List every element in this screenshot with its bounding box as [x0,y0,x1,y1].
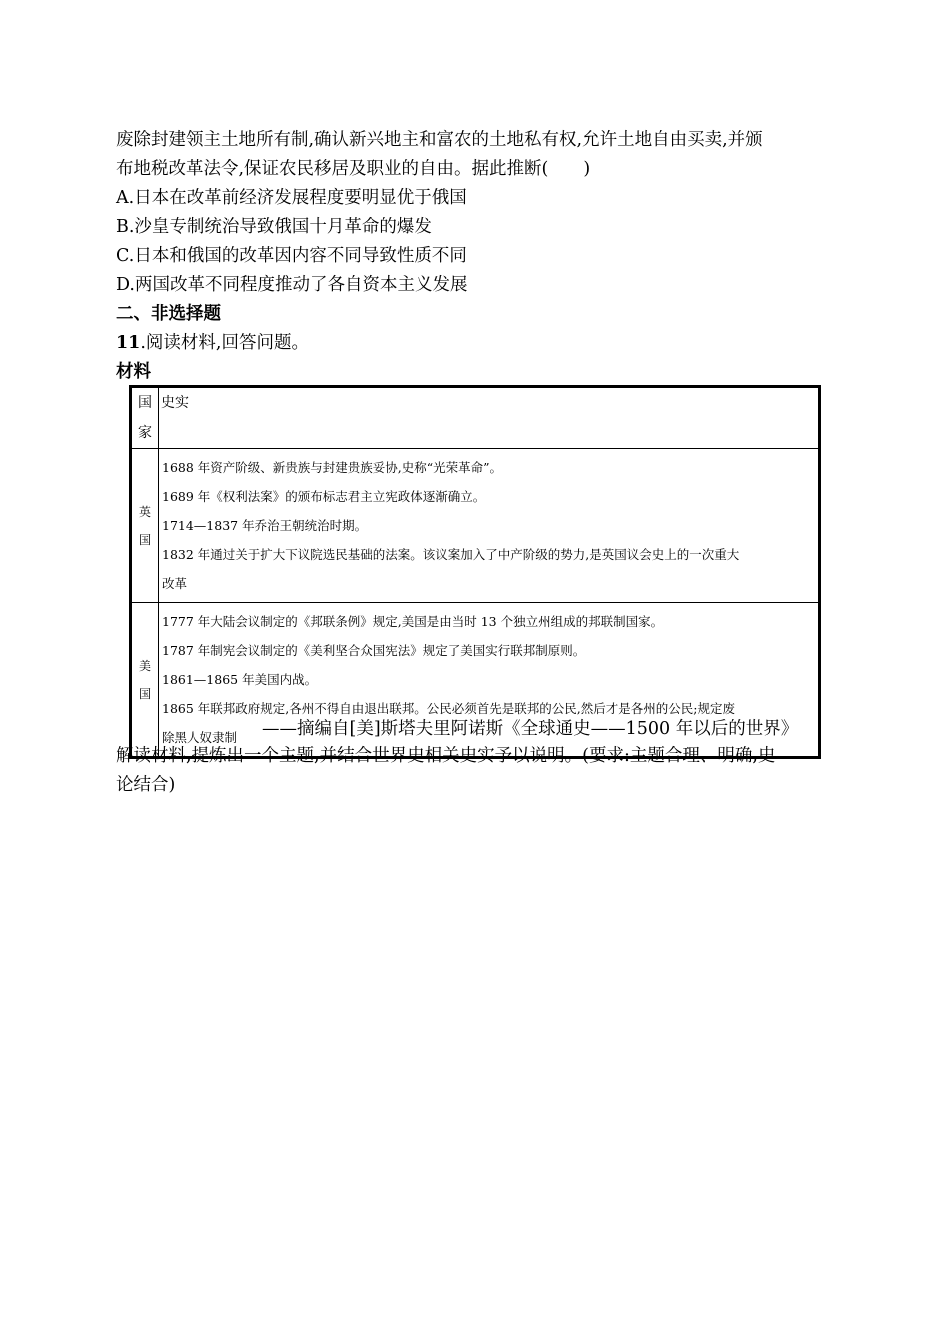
fact-line: 改革 [162,576,188,591]
country-char: 国 [138,532,151,547]
task-instructions [116,742,836,800]
country-char: 美 [138,658,151,673]
option-c: C.日本和俄国的改革因内容不同导致性质不同 [116,246,467,266]
fact-line: 1777 年大陆会议制定的《邦联条例》规定,美国是由当时 13 个独立州组成的邦联制国家。 [162,614,664,629]
task-line: 论结合) [116,775,176,795]
table-header-row [131,387,820,449]
question-text: .阅读材料,回答问题。 [140,333,309,353]
table-row [131,449,820,603]
country-cell [131,603,159,758]
question-number: 11 [116,333,141,353]
country-char: 英 [138,504,151,519]
header-facts: 史实 [159,387,820,449]
question-block [116,126,836,387]
intro-line: 布地税改革法令,保证农民移居及职业的自由。据此推断( ) [116,159,591,179]
facts-cell [159,449,820,603]
fact-line: 1689 年《权利法案》的颁布标志君主立宪政体逐渐确立。 [162,489,486,504]
material-table [129,385,821,759]
fact-line: 1714—1837 年乔治王朝统治时期。 [162,518,368,533]
header-country: 国家 [131,387,159,449]
option-a: A.日本在改革前经济发展程度要明显优于俄国 [116,188,467,208]
fact-line: 除黑人奴隶制 [162,730,238,745]
country-char: 国 [138,686,151,701]
fact-line: 1865 年联邦政府规定,各州不得自由退出联邦。公民必须首先是联邦的公民,然后才是各州的公民;规定废 [162,701,735,716]
fact-line: 1832 年通过关于扩大下议院选民基础的法案。该议案加入了中产阶级的势力,是英国议会史上的一次重大 [162,547,740,562]
option-b: B.沙皇专制统治导致俄国十月革命的爆发 [116,217,432,237]
fact-line: 1787 年制宪会议制定的《美利坚合众国宪法》规定了美国实行联邦制原则。 [162,643,586,658]
country-cell [131,449,159,603]
fact-line: 1688 年资产阶级、新贵族与封建贵族妥协,史称“光荣革命”。 [162,460,503,475]
question-stem [116,329,836,358]
intro-line: 废除封建领主土地所有制,确认新兴地主和富农的土地私有权,允许土地自由买卖,并颁 [116,130,763,150]
section-heading: 二、非选择题 [116,304,221,324]
material-label: 材料 [116,362,151,382]
task-line: 解读材料,提炼出一个主题,并结合世界史相关史实予以说明。(要求:主题合理、明确,史 [116,746,776,766]
source-citation: ——摘编自[美]斯塔夫里阿诺斯《全球通史——1500 年以后的世界》 [262,719,799,739]
fact-line: 1861—1865 年美国内战。 [162,672,318,687]
option-d: D.两国改革不同程度推动了各自资本主义发展 [116,275,468,295]
